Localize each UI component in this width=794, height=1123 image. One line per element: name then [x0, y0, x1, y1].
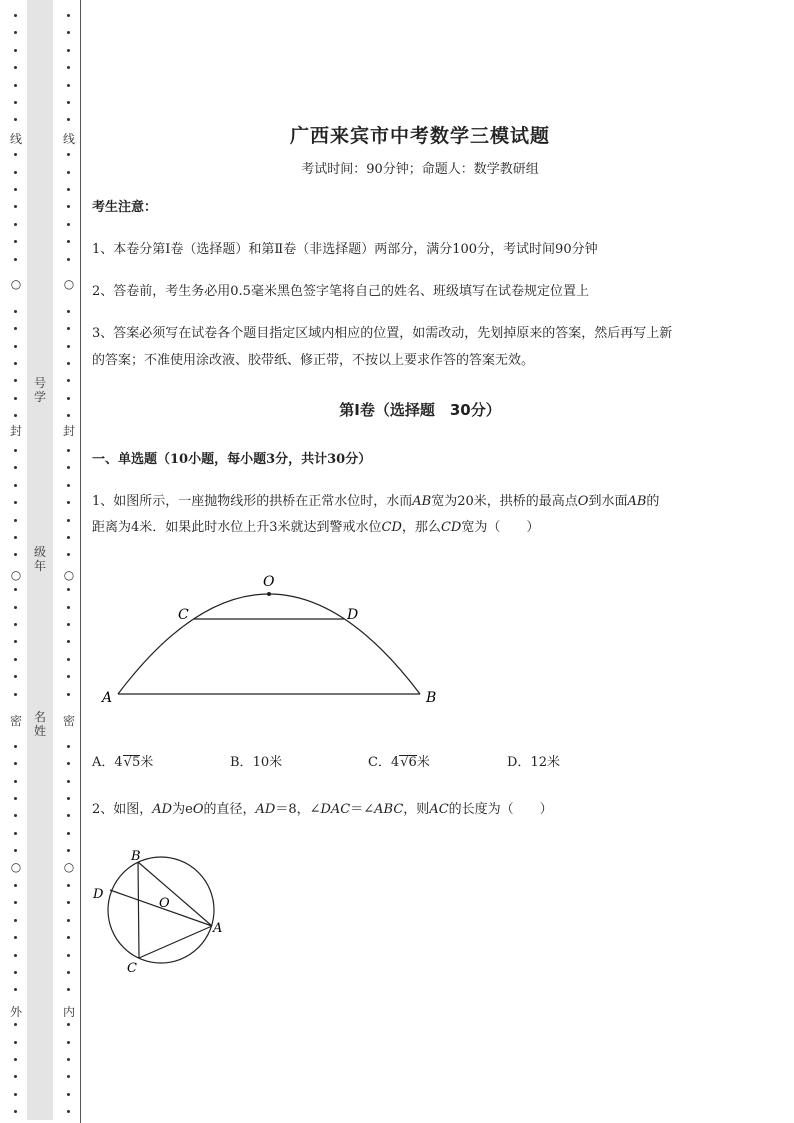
binding-margin	[0, 0, 86, 1123]
seal-dot	[14, 919, 17, 922]
seal-dot	[67, 1110, 70, 1113]
seal-dot	[14, 153, 17, 156]
segment-ca	[139, 926, 212, 958]
seal-dot	[67, 484, 70, 487]
notes-heading: 考生注意：	[92, 200, 158, 215]
option-c[interactable]: C．4√6米	[368, 755, 430, 770]
seal-dot	[67, 205, 70, 208]
section-title: 第Ⅰ卷（选择题 30分）	[339, 401, 501, 419]
note-item: 3、答案必须写在试卷各个题目指定区域内相应的位置，如需改动，先划掉原来的答案，然后再写上新	[92, 326, 673, 341]
question-1-line-1: 1、如图所示，一座抛物线形的拱桥在正常水位时，水而AB宽为20米，拱桥的最高点O到水面AB的	[92, 494, 660, 509]
seal-dot	[14, 536, 17, 539]
seal-dot	[67, 414, 70, 417]
seal-dot	[14, 14, 17, 17]
seal-dot	[67, 362, 70, 365]
seal-mark-nei: 内	[63, 1005, 76, 1019]
seal-dot	[14, 258, 17, 261]
seal-dot	[14, 640, 17, 643]
option-a[interactable]: A．4√5米	[92, 755, 154, 770]
seal-dot	[67, 153, 70, 156]
seal-dot	[14, 240, 17, 243]
seal-dot	[67, 1093, 70, 1096]
seal-dot	[67, 327, 70, 330]
seal-mark-circle: ○	[10, 860, 22, 874]
note-item: 2、答卷前，考生务必用0.5毫米黑色签字笔将自己的姓名、班级填写在试卷规定位置上	[92, 284, 589, 299]
seal-mark-circle: ○	[63, 860, 75, 874]
seal-dot	[67, 693, 70, 696]
seal-dot	[67, 397, 70, 400]
name-label: 名姓	[33, 710, 46, 738]
seal-dot	[67, 762, 70, 765]
seal-dot	[67, 345, 70, 348]
seal-dot	[14, 1058, 17, 1061]
inner-seal-line	[63, 0, 75, 1123]
part-title: 一、单选题（10小题，每小题3分，共计30分）	[92, 452, 372, 467]
note-item: 1、本卷分第Ⅰ卷（选择题）和第Ⅱ卷（非选择题）两部分，满分100分，考试时间90分钟	[92, 242, 598, 257]
student-number-label: 号学	[33, 376, 46, 404]
seal-dot	[14, 1023, 17, 1026]
seal-dot	[14, 310, 17, 313]
seal-mark-feng: 封	[10, 424, 23, 438]
seal-dot	[14, 171, 17, 174]
seal-dot	[14, 884, 17, 887]
seal-dot	[14, 588, 17, 591]
seal-dot	[14, 797, 17, 800]
seal-mark-circle: ○	[10, 277, 22, 291]
seal-dot	[14, 379, 17, 382]
seal-dot	[67, 501, 70, 504]
note-item: 的答案；不准使用涂改液、胶带纸、修正带，不按以上要求作答的答案无效。	[92, 353, 535, 368]
seal-dot	[67, 640, 70, 643]
label-c: C	[178, 607, 189, 623]
seal-dot	[14, 693, 17, 696]
seal-dot	[67, 658, 70, 661]
seal-dot	[14, 327, 17, 330]
seal-dot	[14, 971, 17, 974]
seal-dot	[14, 101, 17, 104]
seal-dot	[67, 780, 70, 783]
seal-dot	[67, 988, 70, 991]
seal-dot	[14, 118, 17, 121]
label-d: D	[93, 887, 104, 902]
label-c: C	[127, 961, 137, 976]
seal-dot	[67, 466, 70, 469]
option-b[interactable]: B．10米	[230, 755, 283, 770]
exam-subtitle: 考试时间：90分钟；命题人：数学教研组	[301, 162, 539, 177]
seal-dot	[14, 1093, 17, 1096]
parabola-arch	[118, 594, 420, 694]
label-o: O	[159, 896, 170, 911]
seal-dot	[67, 971, 70, 974]
seal-dot	[67, 14, 70, 17]
seal-dot	[67, 901, 70, 904]
seal-dot	[14, 49, 17, 52]
seal-mark-xian: 线	[10, 132, 23, 146]
seal-dot	[67, 223, 70, 226]
seal-dot	[14, 362, 17, 365]
seal-dot	[67, 449, 70, 452]
seal-dot	[67, 188, 70, 191]
seal-dot	[67, 814, 70, 817]
binding-border-line	[80, 0, 81, 1123]
segment-bc	[138, 862, 139, 958]
seal-dot	[14, 606, 17, 609]
seal-dot	[67, 849, 70, 852]
seal-dot	[67, 745, 70, 748]
seal-mark-wai: 外	[10, 1005, 23, 1019]
seal-dot	[67, 84, 70, 87]
seal-dot	[67, 536, 70, 539]
seal-dot	[14, 780, 17, 783]
label-o: O	[263, 574, 275, 590]
seal-dot	[67, 101, 70, 104]
label-b: B	[426, 690, 437, 706]
seal-dot	[67, 66, 70, 69]
seal-dot	[67, 1023, 70, 1026]
seal-mark-mi: 密	[10, 714, 23, 728]
seal-dot	[67, 675, 70, 678]
question-2-text: 2、如图，AD为eO的直径，AD＝8，∠DAC＝∠ABC，则AC的长度为（ ）	[92, 802, 553, 817]
seal-dot	[67, 797, 70, 800]
seal-mark-circle: ○	[63, 568, 75, 582]
seal-dot	[67, 606, 70, 609]
seal-dot	[67, 1041, 70, 1044]
label-d: D	[347, 607, 359, 623]
seal-dot	[14, 762, 17, 765]
outer-seal-line	[10, 0, 22, 1123]
seal-dot	[14, 553, 17, 556]
seal-dot	[14, 223, 17, 226]
seal-dot	[14, 31, 17, 34]
label-b: B	[131, 849, 141, 864]
seal-dot	[67, 936, 70, 939]
seal-mark-xian: 线	[63, 132, 76, 146]
exam-title: 广西来宾市中考数学三模试题	[289, 125, 550, 147]
seal-dot	[14, 745, 17, 748]
seal-dot	[14, 849, 17, 852]
seal-dot	[67, 310, 70, 313]
seal-dot	[67, 258, 70, 261]
seal-mark-feng: 封	[63, 424, 76, 438]
seal-dot	[14, 814, 17, 817]
seal-dot	[67, 171, 70, 174]
seal-dot	[67, 588, 70, 591]
seal-dot	[14, 66, 17, 69]
seal-dot	[67, 31, 70, 34]
seal-dot	[14, 988, 17, 991]
vertex-point-o	[267, 592, 271, 596]
seal-dot	[67, 623, 70, 626]
seal-dot	[14, 345, 17, 348]
segment-ba	[138, 862, 212, 926]
seal-dot	[67, 553, 70, 556]
seal-dot	[14, 1110, 17, 1113]
seal-dot	[14, 954, 17, 957]
seal-dot	[14, 1075, 17, 1078]
seal-dot	[14, 936, 17, 939]
seal-dot	[14, 675, 17, 678]
seal-dot	[67, 1075, 70, 1078]
label-a: A	[102, 690, 113, 706]
seal-dot	[67, 1058, 70, 1061]
seal-dot	[14, 397, 17, 400]
seal-dot	[14, 466, 17, 469]
seal-dot	[14, 84, 17, 87]
seal-dot	[14, 1041, 17, 1044]
seal-dot	[14, 519, 17, 522]
seal-dot	[14, 205, 17, 208]
circle-figure	[88, 846, 234, 978]
seal-dot	[67, 519, 70, 522]
seal-mark-mi: 密	[63, 714, 76, 728]
seal-dot	[14, 414, 17, 417]
seal-dot	[67, 832, 70, 835]
option-d[interactable]: D．12米	[507, 755, 560, 770]
arch-bridge-figure	[98, 570, 444, 708]
seal-dot	[67, 954, 70, 957]
grade-label: 级年	[33, 545, 46, 573]
seal-dot	[14, 623, 17, 626]
seal-dot	[67, 118, 70, 121]
seal-dot	[14, 484, 17, 487]
seal-dot	[14, 501, 17, 504]
seal-dot	[14, 658, 17, 661]
seal-dot	[67, 49, 70, 52]
question-1-line-2: 距离为4米．如果此时水位上升3米就达到警戒水位CD，那么CD宽为（ ）	[92, 520, 540, 535]
label-a: A	[213, 921, 223, 936]
seal-dot	[67, 379, 70, 382]
seal-dot	[67, 884, 70, 887]
seal-dot	[14, 188, 17, 191]
seal-dot	[67, 919, 70, 922]
seal-dot	[14, 449, 17, 452]
seal-mark-circle: ○	[63, 277, 75, 291]
seal-dot	[14, 832, 17, 835]
seal-mark-circle: ○	[10, 568, 22, 582]
seal-dot	[14, 901, 17, 904]
seal-dot	[67, 240, 70, 243]
